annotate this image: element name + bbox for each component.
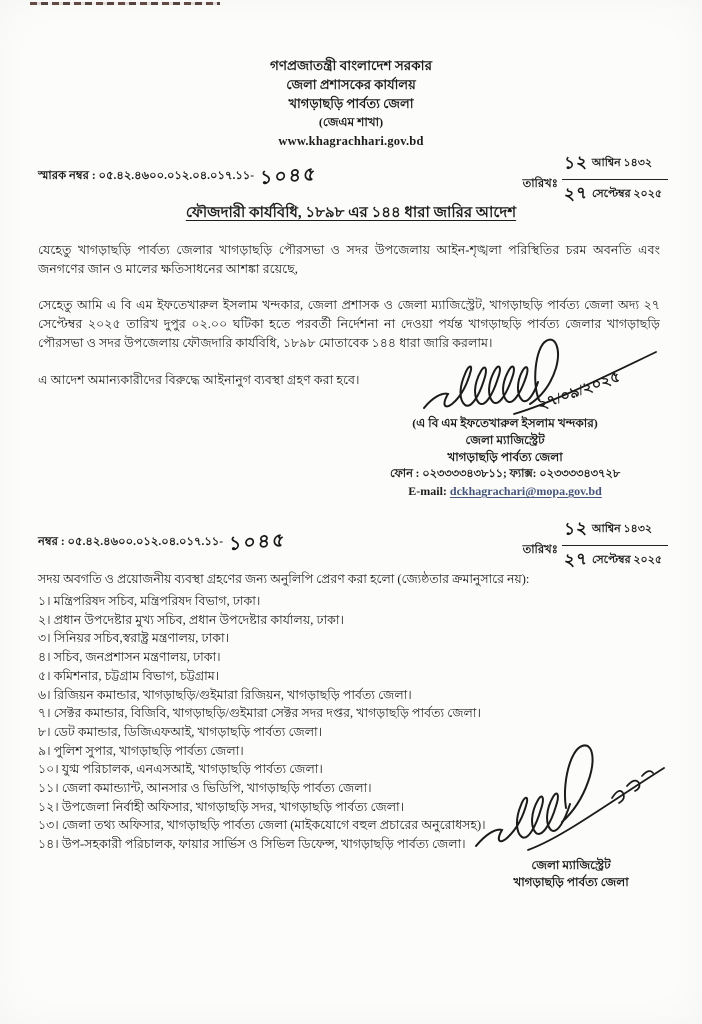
- date-label: তারিখঃ: [522, 178, 558, 190]
- distribution-item: ১১। জেলা কমান্ড্যান্ট, আনসার ও ভিডিপি, খাগড়াছড়ি পার্বত্য জেলা।: [38, 781, 372, 796]
- distribution-item: ১২। উপজেলা নির্বাহী অফিসার, খাগড়াছড়ি সদর, খাগড়াছড়ি পার্বত্য জেলা।: [38, 799, 405, 814]
- bangla-date-rest: আশ্বিন ১৪৩২: [591, 157, 653, 169]
- distribution-item: ২। প্রধান উপদেষ্টার মুখ্য সচিব, প্রধান উপদেষ্টার কার্যালয়, ঢাকা।: [38, 612, 345, 627]
- government-name: গণপ্রজাতন্ত্রী বাংলাদেশ সরকার: [269, 58, 433, 73]
- bangla-day-handwritten-2: ১২: [563, 518, 589, 539]
- office-name: জেলা প্রশাসকের কার্যালয়: [286, 77, 416, 92]
- gregorian-date-rest: সেপ্টেম্বর ২০২৫: [591, 188, 662, 200]
- date-block-2: [523, 516, 668, 575]
- therefore-paragraph: সেহেতু আমি এ বি এম ইফতেখারুল ইসলাম খন্দকার, জেলা প্রশাসক ও জেলা ম্যাজিস্ট্রেট, খাগড়াছড়ি পার্বত্য জেলা অদ্য ২৭ সেপ্টেম্বর ২০২৫ তারিখ দুপুর ০২.০০ ঘটিকা হতে পরবর্তী নির্দেশনা না দেওয়া পর্যন্ত খাগড়াছড়ি পার্বত্য জেলার খাগড়াছড়ি পৌরসভা ও সদর উপজেলায় ফৌজদারি কার্যবিধি, ১৮৯৮ মোতাবেক ১৪৪ ধারা জারি করলাম।: [38, 298, 660, 350]
- signature-date-handwritten: ২৭/০৯/২০২৫: [535, 369, 623, 414]
- bangla-date-rest-2: আশ্বিন ১৪৩২: [591, 523, 653, 535]
- signatory-designation: জেলা ম্যাজিস্ট্রেট: [465, 433, 545, 447]
- order-title: [0, 201, 702, 226]
- warning-paragraph: এ আদেশ অমান্যকারীদের বিরুদ্ধে আইনানুগ ব্যবস্থা গ্রহণ করা হবে।: [38, 373, 360, 387]
- distribution-item: ১। মন্ত্রিপরিষদ সচিব, মন্ত্রিপরিষদ বিভাগ, ঢাকা।: [38, 594, 261, 608]
- signatory-district: খাগড়াছড়ি পার্বত্য জেলা: [447, 450, 563, 464]
- distribution-item: ১৩। জেলা তথ্য অফিসার, খাগড়াছড়ি পার্বত্য জেলা (মাইকযোগে বহুল প্রচারের অনুরোধসহ)।: [38, 818, 486, 833]
- gregorian-date-rest-2: সেপ্টেম্বর ২০২৫: [591, 554, 662, 566]
- scan-artifact-line: [30, 2, 220, 5]
- memo-number-line: [38, 150, 317, 194]
- signatory-name: (এ বি এম ইফতেখারুল ইসলাম খন্দকার): [412, 416, 598, 430]
- memo-number-handwritten: ১০৪৫: [259, 163, 318, 190]
- memo-number-line-2: [38, 516, 286, 560]
- distribution-item: ৯। পুলিশ সুপার, খাগড়াছড়ি পার্বত্য জেলা।: [38, 743, 244, 758]
- bangla-day-handwritten: ১২: [563, 152, 589, 173]
- signatory2-designation: জেলা ম্যাজিস্ট্রেট: [531, 858, 611, 872]
- website-url: www.khagrachhari.gov.bd: [278, 134, 424, 148]
- branch-name: (জেএম শাখা): [318, 115, 384, 129]
- order-title-text: ফৌজদারী কার্যবিধি, ১৮৯৮ এর ১৪৪ ধারা জারির আদেশ: [185, 205, 517, 221]
- date-label-2: তারিখঃ: [522, 544, 558, 556]
- email-label: E-mail:: [408, 484, 447, 498]
- distribution-item: ৫। কমিশনার, চট্টগ্রাম বিভাগ, চট্টগ্রাম।: [38, 668, 220, 683]
- distribution-item: ৬। রিজিয়ন কমান্ডার, খাগড়াছড়ি/গুইমারা রিজিয়ন, খাগড়াছড়ি পার্বত্য জেলা।: [38, 687, 412, 702]
- distribution-item: ৭। সেক্টর কমান্ডার, বিজিবি, খাগড়াছড়ি/গুইমারা সেক্টর সদর দপ্তর, খাগড়াছড়ি পার্বত্য জেলা।: [38, 706, 481, 721]
- distribution-item: ৪। সচিব, জনপ্রশাসন মন্ত্রণালয়, ঢাকা।: [38, 650, 221, 665]
- signature-scribble-icon: [418, 336, 662, 422]
- distribution-item: ৩। সিনিয়র সচিব,স্বরাষ্ট্র মন্ত্রণালয়, ঢাকা।: [38, 631, 230, 646]
- gregorian-day-handwritten-2: ২৭: [563, 549, 589, 570]
- contact-email-line: [352, 483, 658, 500]
- email-link[interactable]: dckhagrachari@mopa.gov.bd: [449, 484, 602, 498]
- district-name: খাগড়াছড়ি পার্বত্য জেলা: [288, 96, 414, 111]
- whereas-paragraph: যেহেতু খাগড়াছড়ি পার্বত্য জেলার খাগড়াছড়ি পৌরসভা ও সদর উপজেলায় আইন-শৃঙ্খলা পরিস্থিতির চরম অবনতি এবং জনগণের জান ও মালের ক্ষতিসাধনের আশঙ্কা রয়েছে,: [38, 243, 660, 276]
- gregorian-day-handwritten: ২৭: [563, 183, 589, 204]
- distribution-intro: সদয় অবগতি ও প্রয়োজনীয় ব্যবস্থা গ্রহণের জন্য অনুলিপি প্রেরণ করা হলো (জ্যেষ্ঠতার ক্রমানুসারে নয়):: [38, 572, 530, 586]
- memo-number-label-2: নম্বর : ০৫.৪২.৪৬০০.০১২.০৪.০১৭.১১-: [38, 536, 224, 548]
- memo-row-2: [38, 516, 668, 575]
- distribution-item: ৮। ডেট কমান্ডার, ডিজিএফআই, খাগড়াছড়ি পার্বত্য জেলা।: [38, 724, 323, 739]
- bangla-date: [562, 150, 668, 180]
- signatory-block: [352, 415, 658, 500]
- signature2-scribble-icon: [466, 736, 676, 864]
- memo-number-handwritten-2: ১০৪৫: [228, 529, 287, 556]
- date-fraction-2: [562, 516, 668, 575]
- memo-number-label: স্মারক নম্বর : ০৫.৪২.৪৬০০.০১২.০৪.০১৭.১১-: [38, 170, 255, 182]
- distribution-item: ১০। যুগ্ম পরিচালক, এনএসআই, খাগড়াছড়ি পার্বত্য জেলা।: [38, 762, 323, 777]
- contact-phone: ফোন : ০২৩৩৩৩৪৩৮১১; ফ্যাক্স: ০২৩৩৩৩৪৩৭২৮: [389, 468, 621, 480]
- signatory2-district: খাগড়াছড়ি পার্বত্য জেলা: [513, 875, 629, 889]
- signatory2-block: [480, 857, 662, 891]
- letterhead: [0, 56, 702, 151]
- distribution-item: ১৪। উপ-সহকারী পরিচালক, ফায়ার সার্ভিস ও সিভিল ডিফেন্স, খাগড়াছড়ি পার্বত্য জেলা।: [38, 837, 466, 852]
- bangla-date-2: [562, 516, 668, 546]
